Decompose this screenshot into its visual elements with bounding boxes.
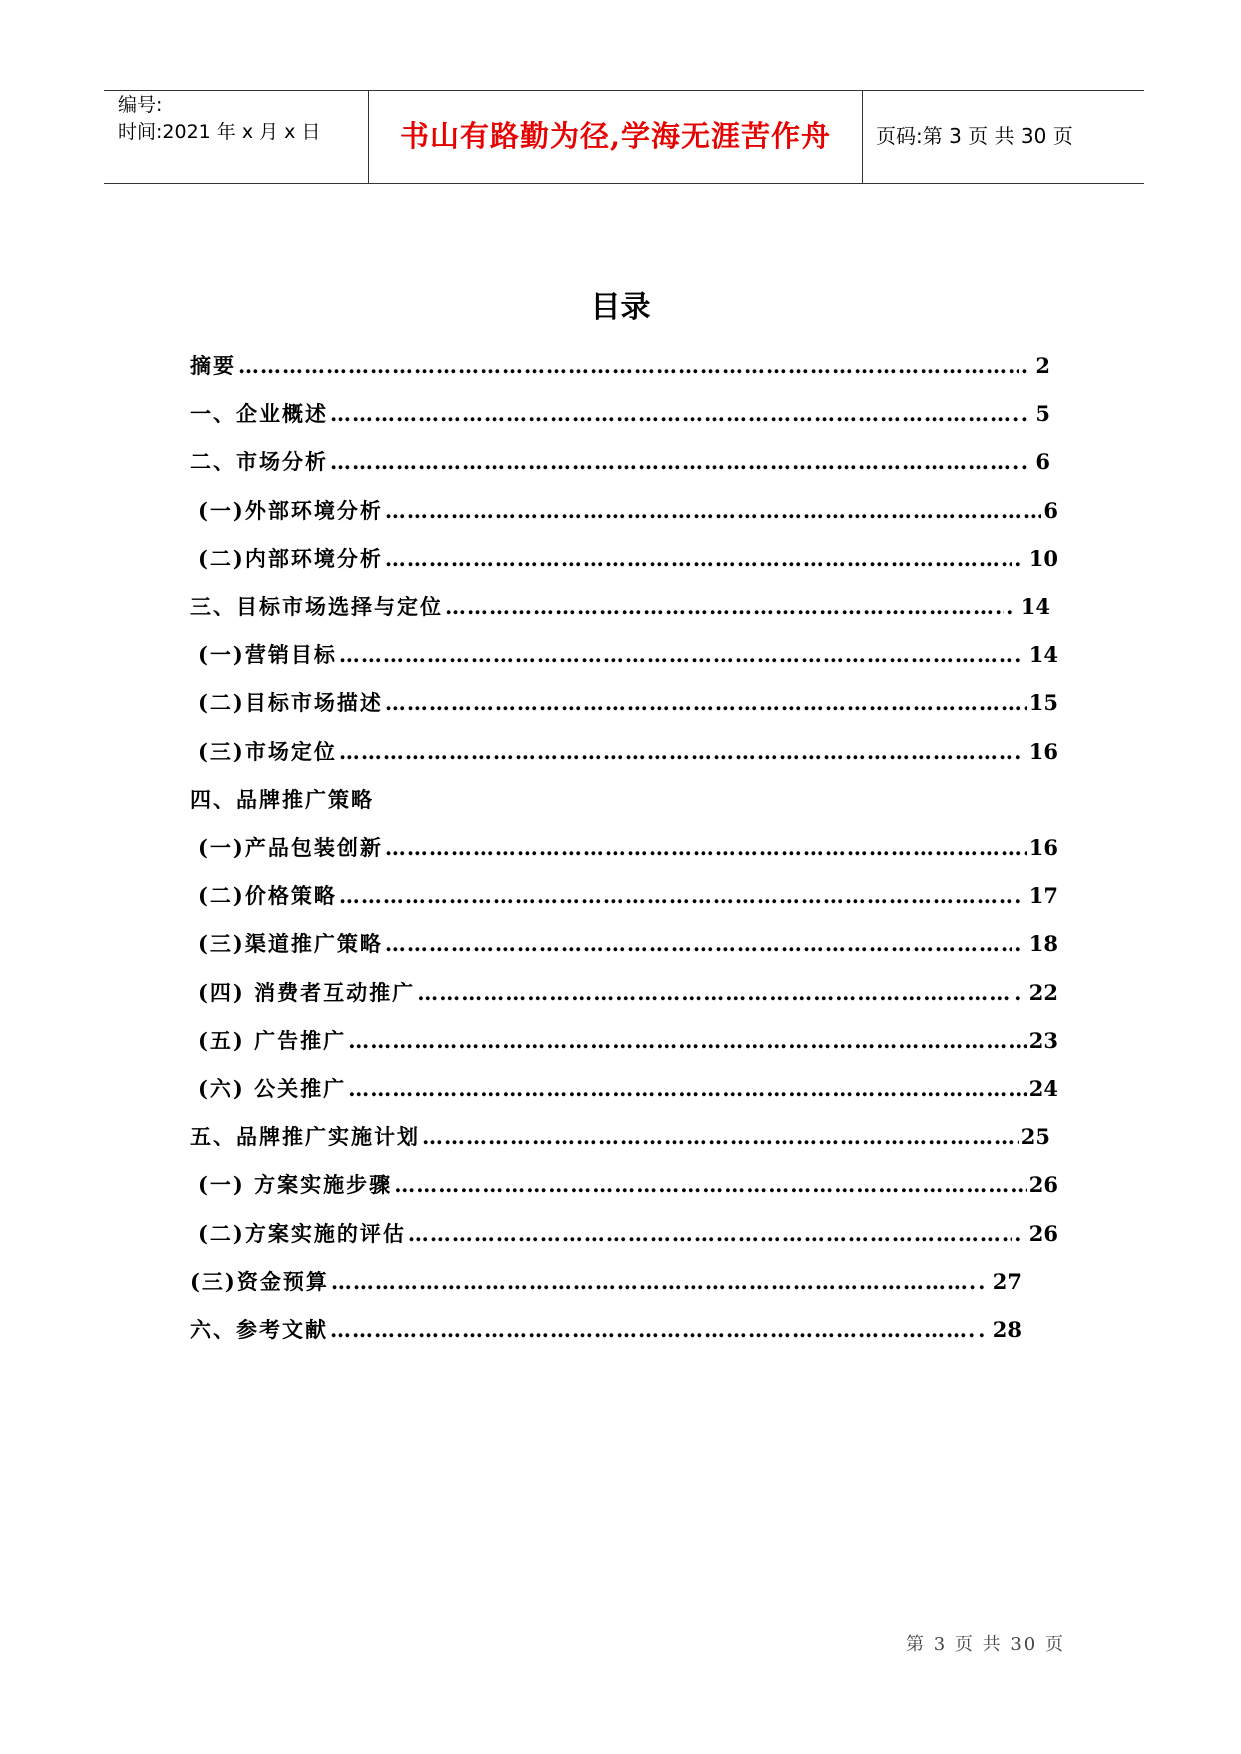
toc-page-number: 15 bbox=[1028, 690, 1058, 716]
toc-page-number: 25 bbox=[1020, 1124, 1050, 1150]
toc-entry[interactable] bbox=[198, 685, 1058, 717]
toc-entry-label: (二)价格策略 bbox=[198, 883, 337, 909]
toc-entry-label: 五、品牌推广实施计划 bbox=[190, 1124, 420, 1150]
toc-dot-leader bbox=[339, 738, 1012, 766]
toc-dot-leader bbox=[348, 1075, 1027, 1103]
toc-entry[interactable] bbox=[198, 1023, 1058, 1055]
toc-entry[interactable] bbox=[198, 878, 1058, 910]
toc-entry-label: (一)营销目标 bbox=[198, 642, 337, 668]
toc-dot-leader bbox=[330, 400, 1019, 428]
toc-entry-label: 二、市场分析 bbox=[190, 449, 328, 475]
toc-page-number: 6 bbox=[1043, 497, 1058, 523]
date-label: 时间:2021 年 x 月 x 日 bbox=[118, 121, 321, 143]
toc-dot-leader bbox=[385, 545, 1012, 573]
toc-dot-leader bbox=[408, 1220, 1012, 1248]
toc-entry-label: (二)方案实施的评估 bbox=[198, 1220, 406, 1246]
toc-dot-leader bbox=[445, 593, 1004, 621]
toc-entry-label: (一)产品包装创新 bbox=[198, 835, 383, 860]
toc-entry[interactable] bbox=[198, 493, 1058, 525]
toc-entry[interactable] bbox=[198, 926, 1058, 958]
toc-entry[interactable] bbox=[198, 637, 1058, 669]
toc-entry-label: (一)外部环境分析 bbox=[198, 497, 383, 523]
toc-entry[interactable] bbox=[198, 541, 1058, 573]
motto-text: 书山有路勤为径,学海无涯苦作舟 bbox=[399, 119, 832, 153]
toc-page-number: . 2 bbox=[1020, 353, 1050, 378]
toc-dot-leader bbox=[339, 882, 1012, 910]
toc-entry[interactable] bbox=[198, 1167, 1058, 1199]
toc-entry[interactable] bbox=[198, 1216, 1058, 1248]
toc-dot-leader bbox=[394, 1171, 1027, 1199]
toc-page-number: . 26 bbox=[1014, 1220, 1058, 1246]
toc-entry[interactable] bbox=[190, 1312, 1022, 1344]
toc-dot-leader bbox=[422, 1123, 1019, 1151]
toc-page-number: . 18 bbox=[1014, 931, 1058, 957]
toc-entry-label: (一) 方案实施步骤 bbox=[198, 1172, 393, 1198]
toc-page-number: . 16 bbox=[1014, 738, 1058, 764]
toc-entry-label: (五) 广告推广 bbox=[198, 1027, 347, 1053]
toc-entry-label: (四) 消费者互动推广 bbox=[198, 979, 416, 1005]
header-page-cell bbox=[864, 91, 1144, 183]
toc-entry-label: 三、目标市场选择与定位 bbox=[190, 594, 443, 619]
toc-page-number: . 10 bbox=[1014, 545, 1058, 571]
toc-dot-leader bbox=[385, 930, 1012, 958]
toc-dot-leader bbox=[330, 1316, 976, 1344]
toc-entry-label: 摘要 bbox=[190, 353, 236, 378]
toc-dot-leader bbox=[385, 497, 1042, 525]
toc-dot-leader bbox=[417, 979, 1012, 1007]
toc-page-number: 24 bbox=[1028, 1076, 1058, 1101]
toc-entry[interactable] bbox=[190, 1119, 1050, 1151]
toc-page-number: . 28 bbox=[978, 1317, 1022, 1342]
toc-dot-leader bbox=[348, 1027, 1027, 1055]
toc-page-number: 26 bbox=[1028, 1172, 1058, 1198]
toc-entry-label: (六) 公关推广 bbox=[198, 1076, 347, 1101]
toc-dot-leader bbox=[330, 448, 1019, 476]
toc-entry[interactable] bbox=[190, 396, 1050, 428]
toc-entry[interactable] bbox=[190, 348, 1050, 380]
toc-entry[interactable] bbox=[198, 975, 1058, 1007]
toc-entry[interactable] bbox=[190, 1264, 1022, 1296]
toc-page-number: . 14 bbox=[1006, 594, 1050, 619]
toc-entry-label: (三)渠道推广策略 bbox=[198, 931, 383, 957]
toc-entry-label: (三)资金预算 bbox=[190, 1268, 329, 1294]
toc-entry-label: (二)目标市场描述 bbox=[198, 690, 383, 716]
header-meta-cell bbox=[104, 91, 369, 183]
toc-entry[interactable] bbox=[190, 589, 1050, 621]
toc-entry-label: 四、品牌推广策略 bbox=[190, 786, 374, 812]
toc-dot-leader bbox=[331, 1268, 976, 1296]
toc-entry[interactable] bbox=[198, 734, 1058, 766]
toc-entry-label: (二)内部环境分析 bbox=[198, 545, 383, 571]
toc-dot-leader bbox=[339, 641, 1012, 669]
toc-entry[interactable] bbox=[198, 830, 1058, 862]
serial-number-label: 编号: bbox=[118, 94, 163, 116]
toc-title: 目录 bbox=[590, 290, 651, 325]
page-header bbox=[104, 90, 1144, 184]
toc-page-number: 16 bbox=[1028, 835, 1058, 860]
toc-dot-leader bbox=[238, 352, 1019, 380]
toc-entry-label: 六、参考文献 bbox=[190, 1317, 328, 1342]
toc-entry[interactable] bbox=[190, 782, 1050, 814]
toc-entry-label: 一、企业概述 bbox=[190, 401, 328, 427]
toc-page-number: . 17 bbox=[1014, 883, 1058, 909]
toc-dot-leader bbox=[385, 689, 1027, 717]
toc-page-number: 23 bbox=[1028, 1027, 1058, 1053]
toc-page-number: . 6 bbox=[1020, 449, 1050, 475]
toc-entry[interactable] bbox=[198, 1071, 1058, 1103]
toc-entry[interactable] bbox=[190, 444, 1050, 476]
header-motto-cell bbox=[369, 91, 863, 183]
toc-entry-label: (三)市场定位 bbox=[198, 738, 337, 764]
footer-page-number: 第 3 页 共 30 页 bbox=[906, 1634, 1065, 1655]
toc-dot-leader bbox=[385, 834, 1027, 862]
toc-page-number: . 27 bbox=[978, 1268, 1022, 1294]
toc-page-number: . 14 bbox=[1014, 642, 1058, 668]
toc-page-number: . 22 bbox=[1014, 979, 1058, 1005]
header-page-info: 页码:第 3 页 共 30 页 bbox=[876, 124, 1073, 148]
toc-page-number: . 5 bbox=[1020, 401, 1050, 427]
